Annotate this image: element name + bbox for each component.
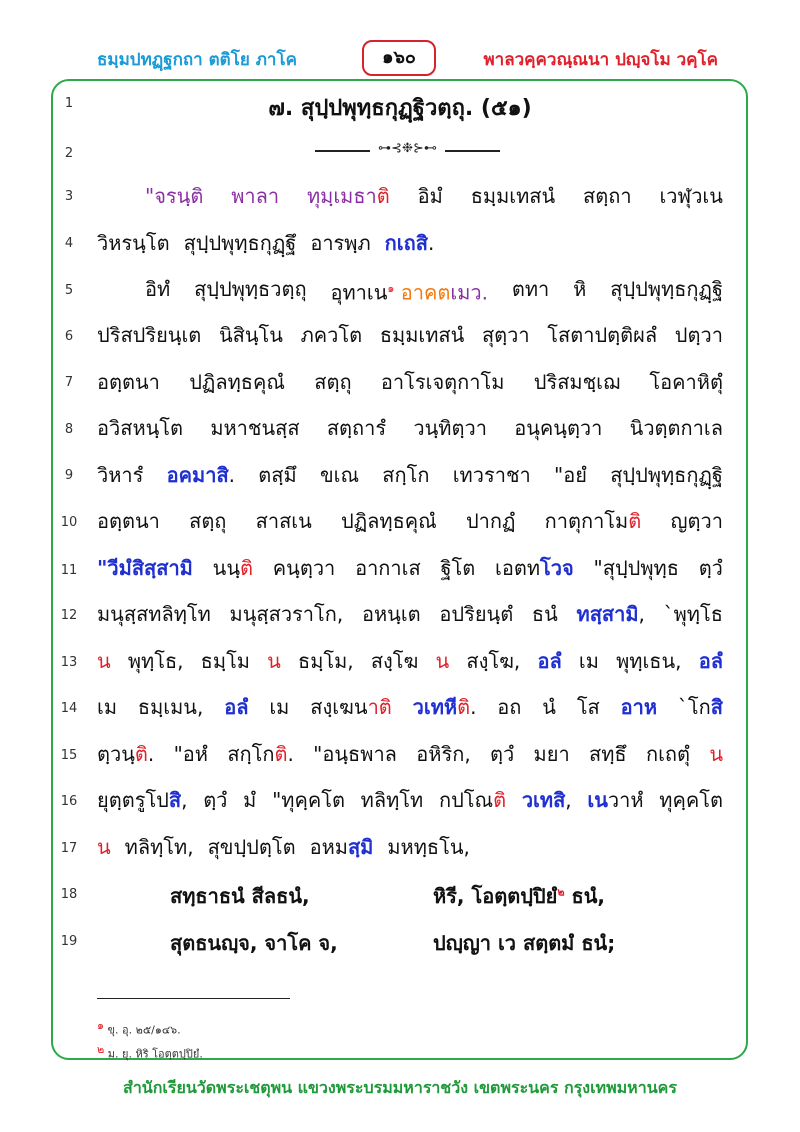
header-right: พาลวคฺควณฺณนา ปญฺจโม วคฺโค — [483, 50, 718, 70]
line-number: 7 — [64, 375, 74, 390]
line-number: 12 — [60, 608, 78, 623]
line-number: 8 — [64, 422, 74, 437]
body-line-13: น พุทฺโธ, ธมฺโม น ธมฺโม, สงฺโฆ น สงฺโฆ, อลํ เม พุทฺเธน, อลํ — [97, 649, 723, 673]
line-number: 13 — [60, 655, 78, 670]
body-line-8: อวิสหนฺโต มหาชนสฺส สตฺถารํ วนฺทิตฺวา อนุคนฺตฺวา นิวตฺตกาเล — [97, 416, 723, 440]
line-number: 4 — [64, 236, 74, 251]
line-number: 19 — [60, 934, 78, 949]
body-line-14: เม ธมฺเมน, อลํ เม สงฺเฆนาติ วเทหีติ. อถ นํ โส อาห `โกสิ — [97, 695, 723, 719]
body-line-15: ตฺวนฺติ. "อหํ สกฺโกติ. "อนฺธพาล อหิริก, ตฺวํ มยา สทฺธึ กเถตุํ น — [97, 742, 723, 766]
header-left: ธมฺมปทฏฺฐกถา ตติโย ภาโค — [97, 50, 297, 70]
body-line-12: มนุสฺสทลิทฺโท มนุสฺสวราโก, อหนฺเต อปริยนฺตํ ธนํ ทสฺสามิ, `พุทฺโธ — [97, 602, 723, 626]
body-line-11: "วีมํสิสฺสามิ นนฺติ คนฺตฺวา อากาเส ฐิโต เอตทโวจ "สุปฺปพุทฺธ ตฺวํ — [97, 556, 723, 580]
line-number: 5 — [64, 283, 74, 298]
line-number: 9 — [64, 468, 74, 483]
line-number: 11 — [60, 563, 78, 578]
line-number: 1 — [64, 96, 74, 111]
line-number: 15 — [60, 748, 78, 763]
footnote-1: $^๑$ ขุ. อุ. ๒๕/๑๔๖. — [97, 1019, 181, 1037]
body-line-7: อตฺตนา ปฏิลทฺธคุณํ สตฺถุ อาโรเจตุกาโม ปริสมชฺเฌ โอคาหิตุํ — [97, 370, 723, 394]
body-line-17: น ทลิทฺโท, สุขปฺปตฺโต อหมสฺมิ มหทฺธโน, — [97, 835, 470, 859]
body-line-5: อิทํ สุปฺปพุทฺธวตฺถุ อุทาเน$^๑$ อาคตเมว. ตทา หิ สุปฺปพุทฺธกุฏฺฐิ — [145, 277, 723, 305]
footnote-rule — [97, 998, 290, 999]
line-number: 16 — [60, 794, 78, 809]
page-number: ๑๖๐ — [362, 40, 436, 76]
publisher-footer: สำนักเรียนวัดพระเชตุพน แขวงพระบรมมหาราชวัง เขตพระนคร กรุงเทพมหานคร — [123, 1078, 677, 1097]
line-number: 2 — [64, 146, 74, 161]
verse-line-19-a: สุตธนญฺจ, จาโค จ, — [170, 931, 338, 955]
footnote-ref-2: ๒ — [557, 885, 565, 899]
verse-line-18-b: หิรี, โอตฺตปฺปิยํ$^๒$ ธนํ, — [433, 884, 606, 908]
line-number: 14 — [60, 701, 78, 716]
line-number: 17 — [60, 841, 78, 856]
verse-line-19-b: ปญฺญา เว สตฺตมํ ธนํ; — [433, 931, 616, 955]
ornament-flourish: ⊶⊰❉⊱⊷ — [370, 141, 445, 156]
story-title: ๗. สุปฺปพุทฺธกุฏฺฐิวตฺถุ. (๕๑) — [268, 96, 532, 121]
line-number: 10 — [60, 515, 78, 530]
body-line-9: วิหารํ อคมาสิ. ตสฺมึ ขเณ สกฺโก เทวราชา "อยํ สุปฺปพุทฺธกุฏฺฐิ — [97, 463, 723, 487]
footnote-ref-1: ๑ — [387, 282, 395, 295]
body-line-16: ยุตฺตรูโปสิ, ตฺวํ มํ "ทุคฺคโต ทลิทฺโท กปโณติ วเทสิ, เนวาหํ ทุคฺคโต — [97, 788, 723, 812]
verse-line-18-a: สทฺธาธนํ สีลธนํ, — [170, 884, 310, 908]
body-line-4: วิหรนฺโต สุปฺปพุทฺธกุฏฺฐึ อารพฺภ กเถสิ. — [97, 231, 435, 255]
body-line-6: ปริสปริยนฺเต นิสินฺโน ภควโต ธมฺมเทสนํ สุตฺวา โสตาปตฺติผลํ ปตฺวา — [97, 323, 723, 347]
line-number: 18 — [60, 887, 78, 902]
body-line-3: "จรนฺติ พาลา ทุมฺเมธาติ อิมํ ธมฺมเทสนํ สตฺถา เวฬุวเน — [145, 184, 723, 208]
line-number: 6 — [64, 329, 74, 344]
footnote-2: $^๒$ ม. ยุ. หิริ โอตฺตปฺปิยํ. — [97, 1043, 203, 1061]
line-number: 3 — [64, 189, 74, 204]
body-line-10: อตฺตนา สตฺถุ สาสเน ปฏิลทฺธคุณํ ปากฏํ กาตุกาโมติ ญตฺวา — [97, 509, 723, 533]
